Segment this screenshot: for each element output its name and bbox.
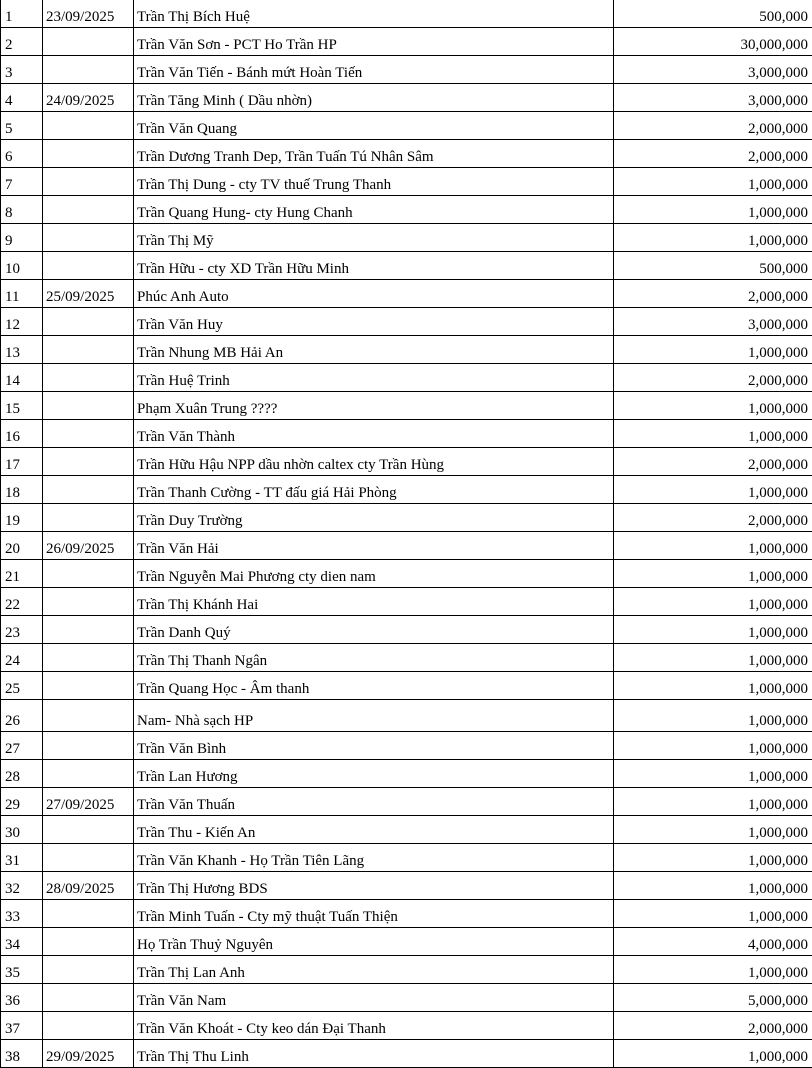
donor-name-cell: Trần Văn Khoát - Cty keo dán Đại Thanh	[134, 1012, 614, 1040]
table-row	[1, 872, 812, 900]
table-row	[1, 900, 812, 928]
row-number-cell: 20	[1, 532, 43, 560]
date-cell	[43, 1012, 134, 1040]
row-number-cell: 38	[1, 1040, 43, 1068]
date-cell: 26/09/2025	[43, 532, 134, 560]
table-row	[1, 700, 812, 732]
row-number-cell: 32	[1, 872, 43, 900]
row-number-cell: 2	[1, 28, 43, 56]
amount-cell: 2,000,000	[614, 112, 812, 140]
donor-name-cell: Trần Thị Mỹ	[134, 224, 614, 252]
donor-name-cell: Nam- Nhà sạch HP	[134, 700, 614, 732]
amount-cell: 2,000,000	[614, 448, 812, 476]
amount-cell: 1,000,000	[614, 532, 812, 560]
date-cell: 25/09/2025	[43, 280, 134, 308]
row-number-cell: 25	[1, 672, 43, 700]
table-row	[1, 0, 812, 28]
row-number-cell: 16	[1, 420, 43, 448]
amount-cell: 1,000,000	[614, 700, 812, 732]
date-cell	[43, 560, 134, 588]
table-row	[1, 112, 812, 140]
amount-cell: 1,000,000	[614, 168, 812, 196]
table-row	[1, 168, 812, 196]
donor-name-cell: Trần Văn Khanh - Họ Trần Tiên Lãng	[134, 844, 614, 872]
amount-cell: 1,000,000	[614, 616, 812, 644]
date-cell	[43, 504, 134, 532]
donor-name-cell: Trần Hữu Hậu NPP dầu nhờn caltex cty Trần Hùng	[134, 448, 614, 476]
donor-name-cell: Họ Trần Thuỷ Nguyên	[134, 928, 614, 956]
amount-cell: 500,000	[614, 252, 812, 280]
amount-cell: 3,000,000	[614, 56, 812, 84]
date-cell	[43, 616, 134, 644]
row-number-cell: 17	[1, 448, 43, 476]
donor-name-cell: Trần Văn Quang	[134, 112, 614, 140]
row-number-cell: 5	[1, 112, 43, 140]
table-row	[1, 56, 812, 84]
table-row	[1, 788, 812, 816]
table-row	[1, 816, 812, 844]
amount-cell: 1,000,000	[614, 560, 812, 588]
table-row	[1, 28, 812, 56]
table-row	[1, 476, 812, 504]
row-number-cell: 30	[1, 816, 43, 844]
date-cell	[43, 448, 134, 476]
amount-cell: 1,000,000	[614, 760, 812, 788]
table-row	[1, 392, 812, 420]
donor-name-cell: Trần Văn Tiến - Bánh mứt Hoàn Tiến	[134, 56, 614, 84]
amount-cell: 3,000,000	[614, 308, 812, 336]
amount-cell: 1,000,000	[614, 588, 812, 616]
table-row	[1, 672, 812, 700]
donor-name-cell: Trần Thị Thu Linh	[134, 1040, 614, 1068]
row-number-cell: 26	[1, 700, 43, 732]
row-number-cell: 7	[1, 168, 43, 196]
row-number-cell: 27	[1, 732, 43, 760]
table-row	[1, 984, 812, 1012]
date-cell	[43, 168, 134, 196]
amount-cell: 1,000,000	[614, 224, 812, 252]
date-cell	[43, 588, 134, 616]
amount-cell: 1,000,000	[614, 672, 812, 700]
row-number-cell: 19	[1, 504, 43, 532]
row-number-cell: 12	[1, 308, 43, 336]
date-cell	[43, 196, 134, 224]
amount-cell: 500,000	[614, 0, 812, 28]
date-cell	[43, 672, 134, 700]
date-cell	[43, 28, 134, 56]
amount-cell: 1,000,000	[614, 844, 812, 872]
donor-name-cell: Trần Văn Sơn - PCT Ho Trần HP	[134, 28, 614, 56]
row-number-cell: 31	[1, 844, 43, 872]
date-cell	[43, 760, 134, 788]
row-number-cell: 3	[1, 56, 43, 84]
date-cell	[43, 392, 134, 420]
donor-name-cell: Trần Văn Thành	[134, 420, 614, 448]
amount-cell: 3,000,000	[614, 84, 812, 112]
date-cell	[43, 732, 134, 760]
date-cell	[43, 112, 134, 140]
table-row	[1, 732, 812, 760]
donor-name-cell: Trần Văn Thuấn	[134, 788, 614, 816]
row-number-cell: 18	[1, 476, 43, 504]
amount-cell: 1,000,000	[614, 196, 812, 224]
donor-name-cell: Trần Minh Tuấn - Cty mỹ thuật Tuấn Thiện	[134, 900, 614, 928]
date-cell	[43, 476, 134, 504]
donor-name-cell: Trần Thị Lan Anh	[134, 956, 614, 984]
date-cell	[43, 224, 134, 252]
amount-cell: 2,000,000	[614, 1012, 812, 1040]
row-number-cell: 22	[1, 588, 43, 616]
amount-cell: 1,000,000	[614, 788, 812, 816]
table-row	[1, 504, 812, 532]
amount-cell: 1,000,000	[614, 644, 812, 672]
table-row	[1, 560, 812, 588]
amount-cell: 1,000,000	[614, 732, 812, 760]
table-row	[1, 336, 812, 364]
amount-cell: 1,000,000	[614, 420, 812, 448]
table-row	[1, 196, 812, 224]
table-row	[1, 308, 812, 336]
row-number-cell: 24	[1, 644, 43, 672]
date-cell	[43, 364, 134, 392]
donor-name-cell: Trần Thu - Kiến An	[134, 816, 614, 844]
row-number-cell: 33	[1, 900, 43, 928]
amount-cell: 1,000,000	[614, 816, 812, 844]
amount-cell: 2,000,000	[614, 280, 812, 308]
date-cell	[43, 252, 134, 280]
table-row	[1, 224, 812, 252]
donor-name-cell: Trần Lan Hương	[134, 760, 614, 788]
table-row	[1, 644, 812, 672]
date-cell	[43, 700, 134, 732]
donor-name-cell: Trần Thị Hương BDS	[134, 872, 614, 900]
table-row	[1, 252, 812, 280]
date-cell	[43, 644, 134, 672]
table-row	[1, 140, 812, 168]
date-cell: 29/09/2025	[43, 1040, 134, 1068]
row-number-cell: 35	[1, 956, 43, 984]
row-number-cell: 10	[1, 252, 43, 280]
date-cell	[43, 56, 134, 84]
table-row	[1, 532, 812, 560]
donor-name-cell: Trần Thị Bích Huệ	[134, 0, 614, 28]
date-cell	[43, 420, 134, 448]
table-row	[1, 364, 812, 392]
amount-cell: 1,000,000	[614, 956, 812, 984]
table-row	[1, 956, 812, 984]
date-cell: 28/09/2025	[43, 872, 134, 900]
amount-cell: 1,000,000	[614, 872, 812, 900]
row-number-cell: 9	[1, 224, 43, 252]
table-row	[1, 760, 812, 788]
row-number-cell: 34	[1, 928, 43, 956]
donor-name-cell: Trần Thanh Cường - TT đấu giá Hải Phòng	[134, 476, 614, 504]
amount-cell: 2,000,000	[614, 364, 812, 392]
table-row	[1, 588, 812, 616]
amount-cell: 1,000,000	[614, 1040, 812, 1068]
donor-name-cell: Trần Nhung MB Hải An	[134, 336, 614, 364]
donor-name-cell: Trần Thị Thanh Ngân	[134, 644, 614, 672]
donor-name-cell: Trần Quang Học - Âm thanh	[134, 672, 614, 700]
donor-name-cell: Trần Duy Trường	[134, 504, 614, 532]
donor-name-cell: Phạm Xuân Trung ????	[134, 392, 614, 420]
row-number-cell: 36	[1, 984, 43, 1012]
row-number-cell: 21	[1, 560, 43, 588]
donor-name-cell: Trần Văn Huy	[134, 308, 614, 336]
row-number-cell: 15	[1, 392, 43, 420]
amount-cell: 1,000,000	[614, 392, 812, 420]
donor-name-cell: Trần Hữu - cty XD Trần Hữu Minh	[134, 252, 614, 280]
donation-table-body	[1, 0, 812, 1068]
row-number-cell: 37	[1, 1012, 43, 1040]
amount-cell: 30,000,000	[614, 28, 812, 56]
donor-name-cell: Trần Dương Tranh Dep, Trần Tuấn Tú Nhân Sâm	[134, 140, 614, 168]
date-cell: 23/09/2025	[43, 0, 134, 28]
donor-name-cell: Trần Thị Khánh Hai	[134, 588, 614, 616]
date-cell	[43, 140, 134, 168]
row-number-cell: 23	[1, 616, 43, 644]
table-row	[1, 420, 812, 448]
amount-cell: 5,000,000	[614, 984, 812, 1012]
donor-name-cell: Trần Văn Hải	[134, 532, 614, 560]
donor-name-cell: Phúc Anh Auto	[134, 280, 614, 308]
row-number-cell: 6	[1, 140, 43, 168]
row-number-cell: 8	[1, 196, 43, 224]
row-number-cell: 4	[1, 84, 43, 112]
donor-name-cell: Trần Thị Dung - cty TV thuế Trung Thanh	[134, 168, 614, 196]
date-cell	[43, 844, 134, 872]
date-cell: 24/09/2025	[43, 84, 134, 112]
amount-cell: 1,000,000	[614, 476, 812, 504]
date-cell	[43, 984, 134, 1012]
table-row	[1, 1012, 812, 1040]
row-number-cell: 29	[1, 788, 43, 816]
table-row	[1, 280, 812, 308]
table-row	[1, 84, 812, 112]
donor-name-cell: Trần Nguyễn Mai Phương cty dien nam	[134, 560, 614, 588]
table-row	[1, 928, 812, 956]
amount-cell: 1,000,000	[614, 336, 812, 364]
amount-cell: 2,000,000	[614, 140, 812, 168]
date-cell	[43, 816, 134, 844]
date-cell	[43, 308, 134, 336]
donor-name-cell: Trần Quang Hung- cty Hung Chanh	[134, 196, 614, 224]
date-cell	[43, 900, 134, 928]
donor-name-cell: Trần Văn Nam	[134, 984, 614, 1012]
date-cell	[43, 956, 134, 984]
row-number-cell: 11	[1, 280, 43, 308]
table-row	[1, 616, 812, 644]
date-cell: 27/09/2025	[43, 788, 134, 816]
amount-cell: 4,000,000	[614, 928, 812, 956]
table-row	[1, 1040, 812, 1068]
amount-cell: 2,000,000	[614, 504, 812, 532]
donor-name-cell: Trần Huệ Trinh	[134, 364, 614, 392]
row-number-cell: 1	[1, 0, 43, 28]
table-row	[1, 448, 812, 476]
donor-name-cell: Trần Danh Quý	[134, 616, 614, 644]
row-number-cell: 13	[1, 336, 43, 364]
table-row	[1, 844, 812, 872]
donor-name-cell: Trần Tăng Minh ( Dầu nhờn)	[134, 84, 614, 112]
row-number-cell: 28	[1, 760, 43, 788]
amount-cell: 1,000,000	[614, 900, 812, 928]
date-cell	[43, 336, 134, 364]
donor-name-cell: Trần Văn Bình	[134, 732, 614, 760]
row-number-cell: 14	[1, 364, 43, 392]
date-cell	[43, 928, 134, 956]
